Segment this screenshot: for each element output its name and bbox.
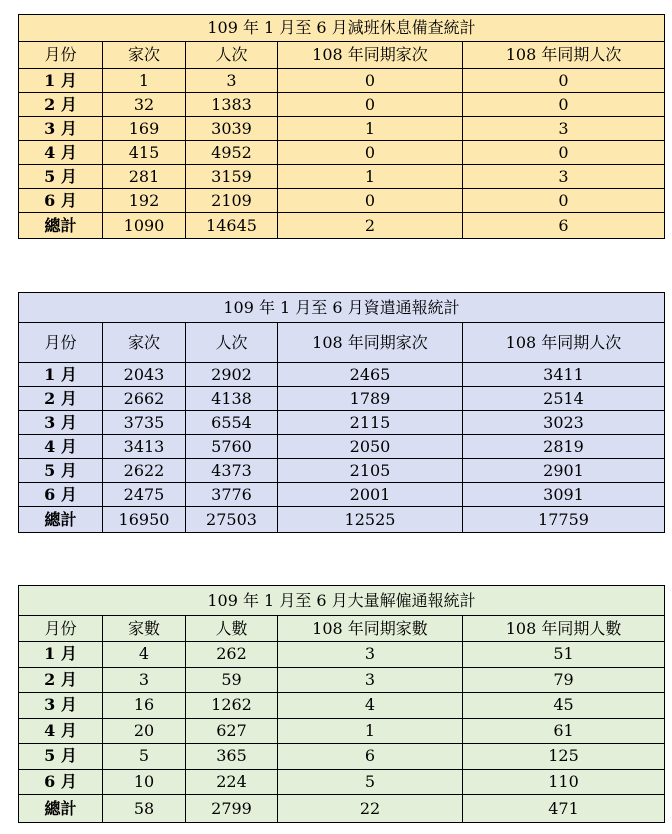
total-value: 58 bbox=[103, 795, 186, 823]
value-cell: 4138 bbox=[186, 387, 278, 411]
value-cell: 3411 bbox=[463, 363, 665, 387]
table-row bbox=[19, 667, 665, 693]
value-cell: 2050 bbox=[278, 435, 463, 459]
month-cell: 1 月 bbox=[19, 69, 103, 93]
value-cell: 262 bbox=[186, 642, 278, 668]
table-row bbox=[19, 459, 665, 483]
table-row bbox=[19, 165, 665, 189]
column-header: 家次 bbox=[103, 42, 186, 69]
month-cell: 5 月 bbox=[19, 459, 103, 483]
total-value: 27503 bbox=[186, 507, 278, 533]
table-row bbox=[19, 141, 665, 165]
value-cell: 415 bbox=[103, 141, 186, 165]
value-cell: 6 bbox=[278, 744, 463, 770]
month-cell: 2 月 bbox=[19, 667, 103, 693]
value-cell: 1383 bbox=[186, 93, 278, 117]
total-value: 12525 bbox=[278, 507, 463, 533]
value-cell: 365 bbox=[186, 744, 278, 770]
table-row bbox=[19, 69, 665, 93]
table-title-row bbox=[19, 586, 665, 616]
value-cell: 125 bbox=[463, 744, 665, 770]
month-cell: 5 月 bbox=[19, 165, 103, 189]
month-cell: 4 月 bbox=[19, 435, 103, 459]
column-header: 月份 bbox=[19, 616, 103, 642]
table-row bbox=[19, 483, 665, 507]
value-cell: 59 bbox=[186, 667, 278, 693]
value-cell: 10 bbox=[103, 769, 186, 795]
column-header: 108 年同期家次 bbox=[278, 42, 463, 69]
stat-table-1 bbox=[18, 14, 665, 239]
value-cell: 2001 bbox=[278, 483, 463, 507]
total-label: 總計 bbox=[19, 213, 103, 239]
total-row bbox=[19, 795, 665, 823]
value-cell: 169 bbox=[103, 117, 186, 141]
value-cell: 1 bbox=[278, 165, 463, 189]
column-header: 108 年同期人次 bbox=[463, 323, 665, 363]
column-header: 人次 bbox=[186, 42, 278, 69]
total-value: 2799 bbox=[186, 795, 278, 823]
value-cell: 4 bbox=[278, 693, 463, 719]
value-cell: 1 bbox=[278, 718, 463, 744]
value-cell: 6554 bbox=[186, 411, 278, 435]
table-row bbox=[19, 642, 665, 668]
value-cell: 1 bbox=[103, 69, 186, 93]
table-header-row bbox=[19, 42, 665, 69]
value-cell: 2105 bbox=[278, 459, 463, 483]
value-cell: 2514 bbox=[463, 387, 665, 411]
value-cell: 2115 bbox=[278, 411, 463, 435]
table-title: 109 年 1 月至 6 月減班休息備查統計 bbox=[19, 15, 665, 42]
value-cell: 3 bbox=[186, 69, 278, 93]
value-cell: 110 bbox=[463, 769, 665, 795]
table-row bbox=[19, 744, 665, 770]
month-cell: 1 月 bbox=[19, 363, 103, 387]
table-row bbox=[19, 387, 665, 411]
value-cell: 32 bbox=[103, 93, 186, 117]
month-cell: 4 月 bbox=[19, 141, 103, 165]
column-header: 家數 bbox=[103, 616, 186, 642]
value-cell: 0 bbox=[278, 69, 463, 93]
month-cell: 5 月 bbox=[19, 744, 103, 770]
table-title: 109 年 1 月至 6 月資遣通報統計 bbox=[19, 293, 665, 323]
value-cell: 192 bbox=[103, 189, 186, 213]
total-value: 14645 bbox=[186, 213, 278, 239]
value-cell: 5 bbox=[103, 744, 186, 770]
value-cell: 2043 bbox=[103, 363, 186, 387]
column-header: 家次 bbox=[103, 323, 186, 363]
value-cell: 3735 bbox=[103, 411, 186, 435]
value-cell: 3 bbox=[278, 667, 463, 693]
value-cell: 2819 bbox=[463, 435, 665, 459]
month-cell: 2 月 bbox=[19, 387, 103, 411]
table-row bbox=[19, 189, 665, 213]
value-cell: 0 bbox=[463, 69, 665, 93]
table-title-row bbox=[19, 293, 665, 323]
value-cell: 1262 bbox=[186, 693, 278, 719]
value-cell: 3091 bbox=[463, 483, 665, 507]
value-cell: 281 bbox=[103, 165, 186, 189]
total-value: 22 bbox=[278, 795, 463, 823]
column-header: 月份 bbox=[19, 323, 103, 363]
value-cell: 45 bbox=[463, 693, 665, 719]
table-header-row bbox=[19, 323, 665, 363]
table-title: 109 年 1 月至 6 月大量解僱通報統計 bbox=[19, 586, 665, 616]
column-header: 人次 bbox=[186, 323, 278, 363]
total-row bbox=[19, 213, 665, 239]
table-title-row bbox=[19, 15, 665, 42]
total-value: 2 bbox=[278, 213, 463, 239]
value-cell: 16 bbox=[103, 693, 186, 719]
value-cell: 0 bbox=[463, 141, 665, 165]
table-row bbox=[19, 693, 665, 719]
value-cell: 1789 bbox=[278, 387, 463, 411]
table-row bbox=[19, 435, 665, 459]
column-header: 108 年同期家數 bbox=[278, 616, 463, 642]
total-value: 1090 bbox=[103, 213, 186, 239]
value-cell: 4 bbox=[103, 642, 186, 668]
column-header: 人數 bbox=[186, 616, 278, 642]
value-cell: 3 bbox=[463, 117, 665, 141]
value-cell: 20 bbox=[103, 718, 186, 744]
value-cell: 224 bbox=[186, 769, 278, 795]
value-cell: 627 bbox=[186, 718, 278, 744]
month-cell: 6 月 bbox=[19, 769, 103, 795]
month-cell: 2 月 bbox=[19, 93, 103, 117]
value-cell: 79 bbox=[463, 667, 665, 693]
total-label: 總計 bbox=[19, 507, 103, 533]
value-cell: 2902 bbox=[186, 363, 278, 387]
value-cell: 0 bbox=[463, 93, 665, 117]
value-cell: 2109 bbox=[186, 189, 278, 213]
table-row bbox=[19, 93, 665, 117]
value-cell: 4952 bbox=[186, 141, 278, 165]
stat-table-3 bbox=[18, 585, 665, 823]
table-row bbox=[19, 718, 665, 744]
table-row bbox=[19, 117, 665, 141]
column-header: 108 年同期家次 bbox=[278, 323, 463, 363]
value-cell: 4373 bbox=[186, 459, 278, 483]
value-cell: 0 bbox=[278, 141, 463, 165]
table-row bbox=[19, 411, 665, 435]
value-cell: 61 bbox=[463, 718, 665, 744]
month-cell: 6 月 bbox=[19, 189, 103, 213]
value-cell: 5 bbox=[278, 769, 463, 795]
value-cell: 3413 bbox=[103, 435, 186, 459]
total-value: 17759 bbox=[463, 507, 665, 533]
value-cell: 2662 bbox=[103, 387, 186, 411]
value-cell: 2465 bbox=[278, 363, 463, 387]
value-cell: 51 bbox=[463, 642, 665, 668]
total-row bbox=[19, 507, 665, 533]
month-cell: 6 月 bbox=[19, 483, 103, 507]
month-cell: 4 月 bbox=[19, 718, 103, 744]
column-header: 108 年同期人數 bbox=[463, 616, 665, 642]
column-header: 108 年同期人次 bbox=[463, 42, 665, 69]
value-cell: 3776 bbox=[186, 483, 278, 507]
column-header: 月份 bbox=[19, 42, 103, 69]
value-cell: 3159 bbox=[186, 165, 278, 189]
value-cell: 2622 bbox=[103, 459, 186, 483]
value-cell: 3039 bbox=[186, 117, 278, 141]
month-cell: 3 月 bbox=[19, 117, 103, 141]
value-cell: 0 bbox=[278, 189, 463, 213]
stat-table-2 bbox=[18, 292, 665, 533]
month-cell: 1 月 bbox=[19, 642, 103, 668]
value-cell: 2475 bbox=[103, 483, 186, 507]
month-cell: 3 月 bbox=[19, 411, 103, 435]
total-value: 16950 bbox=[103, 507, 186, 533]
value-cell: 0 bbox=[278, 93, 463, 117]
total-value: 471 bbox=[463, 795, 665, 823]
value-cell: 3 bbox=[103, 667, 186, 693]
value-cell: 5760 bbox=[186, 435, 278, 459]
total-label: 總計 bbox=[19, 795, 103, 823]
table-row bbox=[19, 363, 665, 387]
table-header-row bbox=[19, 616, 665, 642]
value-cell: 3 bbox=[278, 642, 463, 668]
value-cell: 0 bbox=[463, 189, 665, 213]
month-cell: 3 月 bbox=[19, 693, 103, 719]
total-value: 6 bbox=[463, 213, 665, 239]
value-cell: 3023 bbox=[463, 411, 665, 435]
value-cell: 1 bbox=[278, 117, 463, 141]
value-cell: 2901 bbox=[463, 459, 665, 483]
table-row bbox=[19, 769, 665, 795]
value-cell: 3 bbox=[463, 165, 665, 189]
